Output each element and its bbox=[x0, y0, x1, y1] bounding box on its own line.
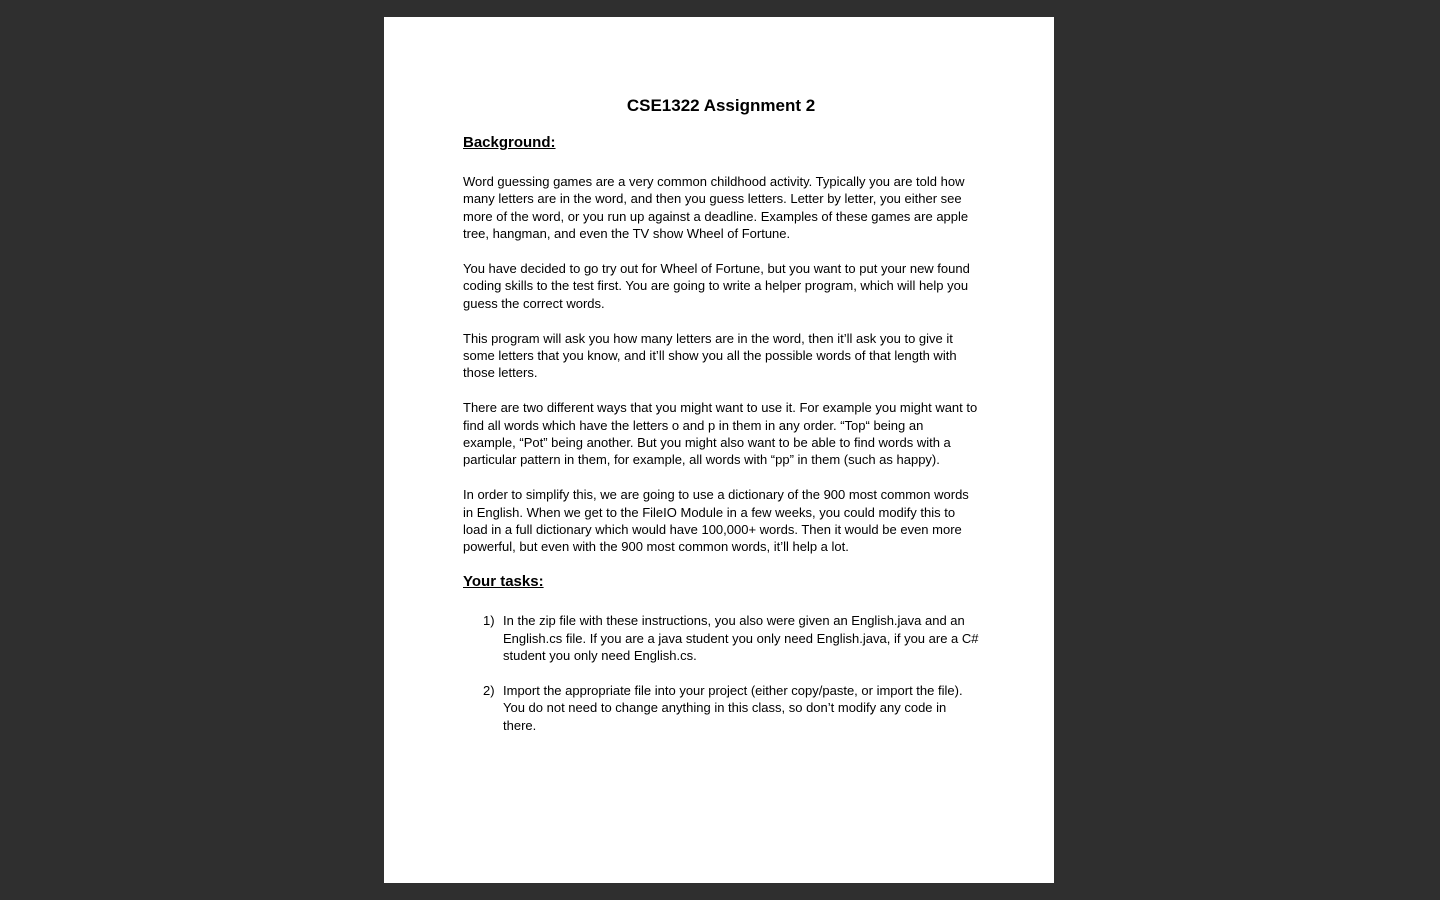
page-content bbox=[463, 95, 979, 751]
tasks-heading: Your tasks: bbox=[463, 573, 544, 591]
paragraph-program-description: This program will ask you how many letters are in the word, then it’ll ask you to give it some letters that you know, and it’ll show you all the possible words of that length with those letters. bbox=[463, 330, 957, 381]
document-title: CSE1322 Assignment 2 bbox=[626, 96, 816, 115]
paragraph-wheel-of-fortune: You have decided to go try out for Wheel of Fortune, but you want to put your new found coding skills to the test first. You are going to write a helper program, which will help you guess the correct words. bbox=[463, 261, 970, 311]
task-text: Import the appropriate file into your project (either copy/paste, or import the file). You do not need to change anything in this class, so don’t modify any code in there. bbox=[503, 682, 963, 733]
task-item-1 bbox=[463, 612, 979, 664]
task-number: 2) bbox=[483, 682, 495, 698]
paragraph-intro: Word guessing games are a very common childhood activity. Typically you are told how many letters are in the word, and then you guess letters. Letter by letter, you either see more of the word, or you run up against a deadline. Examples of these games are apple tree, hangman, and even the TV show Wheel of Fortune. bbox=[463, 174, 969, 242]
background-heading: Background: bbox=[463, 134, 556, 151]
task-text: In the zip file with these instructions, you also were given an English.java and an English.cs file. If you are a java student you only need English.java, if you are a C# student you only need English.cs. bbox=[503, 613, 979, 664]
task-item-2 bbox=[463, 682, 979, 734]
paragraph-dictionary: In order to simplify this, we are going to use a dictionary of the 900 most common words in English. When we get to the FileIO Module in a few weeks, you could modify this to load in a full dictionary which would have 100,000+ words. Then it would be even more powerful, but even with the 900 most common words, it’ll help a lot. bbox=[463, 487, 969, 555]
task-list bbox=[463, 612, 979, 734]
paragraph-usage-modes: There are two different ways that you might want to use it. For example you might want to find all words which have the letters o and p in them in any order. “Top“ being an example, “Pot” being another. But you might also want to be able to find words with a particular pattern in them, for example, all words with “pp” in them (such as happy). bbox=[463, 400, 978, 468]
document-page[interactable] bbox=[384, 17, 1054, 883]
task-number: 1) bbox=[483, 613, 495, 629]
